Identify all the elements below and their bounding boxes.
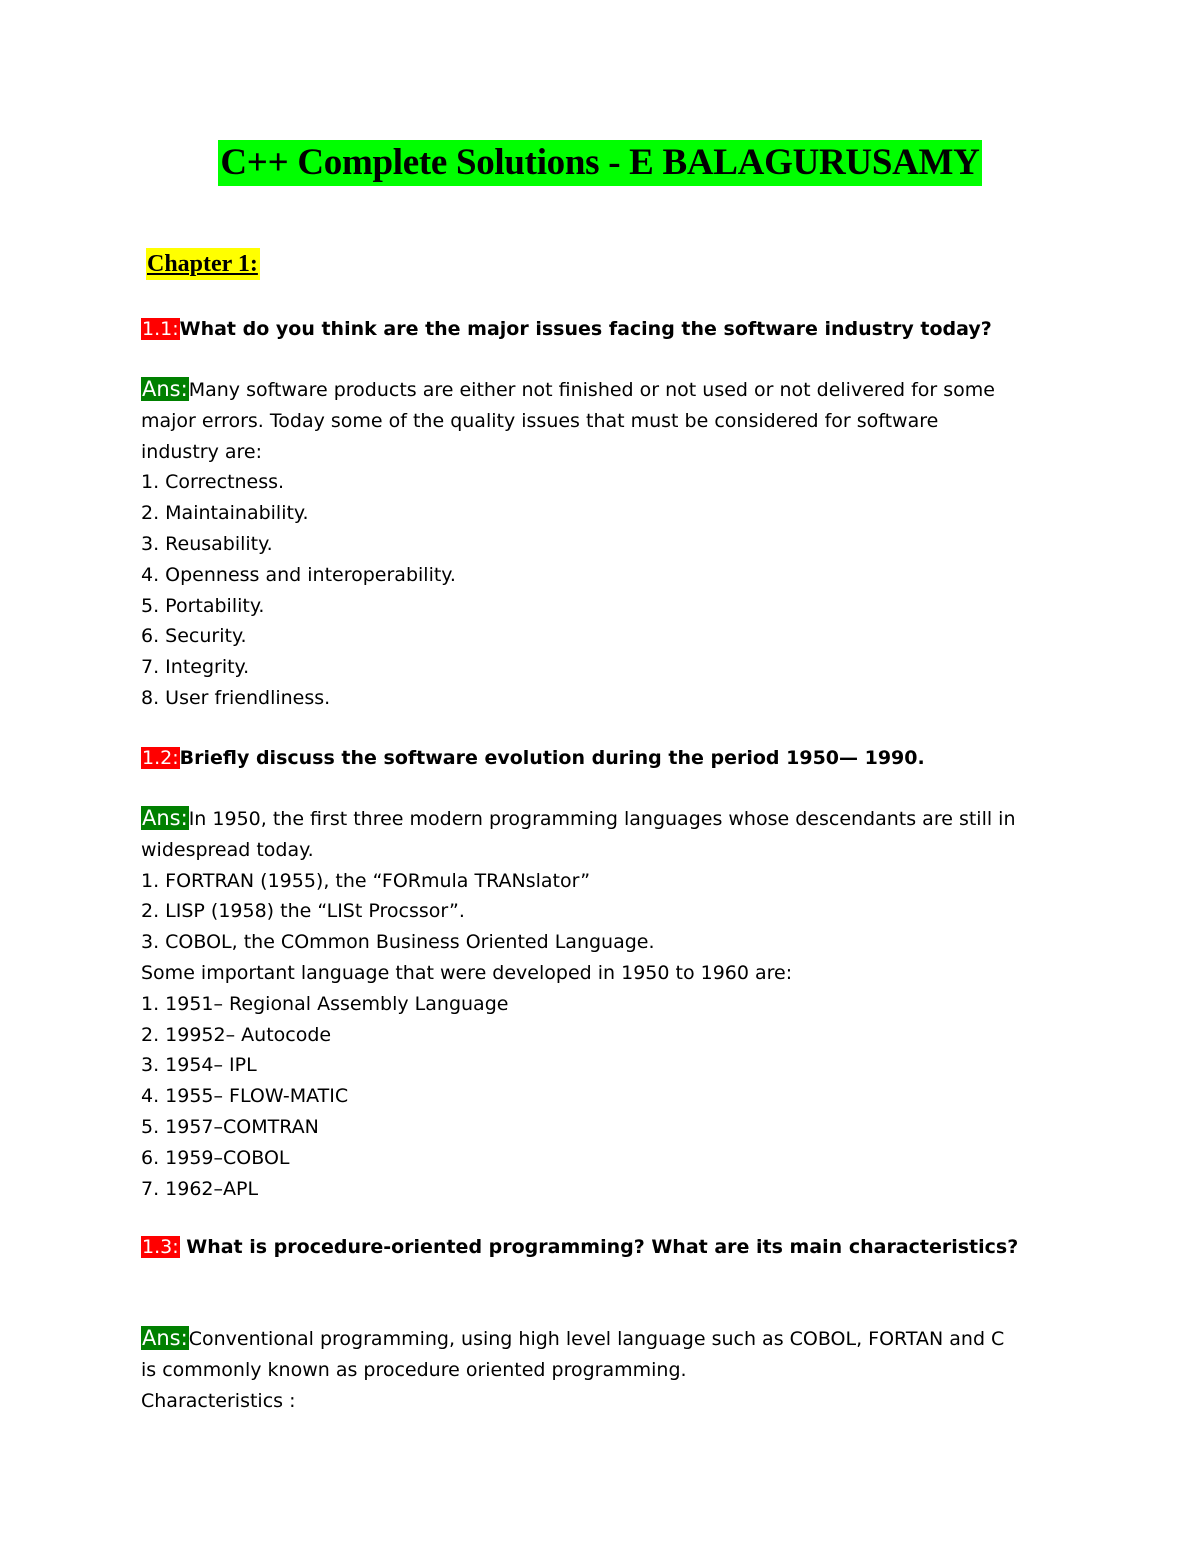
question-line bbox=[141, 745, 1081, 771]
list-item: 7. Integrity. bbox=[141, 656, 250, 679]
answer-line: Some important language that were developed in 1950 to 1960 are: bbox=[141, 961, 793, 984]
answer-1-1 bbox=[141, 374, 1081, 714]
document-title: C++ Complete Solutions - E BALAGURUSAMY bbox=[218, 140, 981, 186]
question-text: What do you think are the major issues facing the software industry today? bbox=[179, 318, 992, 340]
answer-line: widespread today. bbox=[141, 838, 314, 861]
list-item: 2. 19952– Autocode bbox=[141, 1023, 332, 1046]
question-line bbox=[141, 316, 1081, 342]
answer-1-2 bbox=[141, 803, 1081, 1204]
chapter-heading: Chapter 1: bbox=[146, 248, 260, 280]
answer-label: Ans: bbox=[142, 377, 188, 401]
list-item: 8. User friendliness. bbox=[141, 686, 331, 709]
list-item: 3. Reusability. bbox=[141, 532, 273, 555]
question-number: 1.1: bbox=[142, 318, 179, 340]
question-1-2 bbox=[141, 745, 1081, 771]
list-item: 5. 1957–COMTRAN bbox=[141, 1115, 319, 1138]
list-item: 1. 1951– Regional Assembly Language bbox=[141, 992, 509, 1015]
question-number: 1.2: bbox=[142, 747, 179, 769]
list-item: 2. Maintainability. bbox=[141, 502, 309, 525]
list-item: 4. Openness and interoperability. bbox=[141, 563, 456, 586]
question-1-3 bbox=[141, 1234, 1081, 1260]
answer-line: Ans:Conventional programming, using high level language such as COBOL, FORTAN and C bbox=[142, 1326, 1005, 1350]
list-item: 6. 1959–COBOL bbox=[141, 1146, 290, 1169]
list-item: 2. LISP (1958) the “LISt Procssor”. bbox=[141, 900, 465, 923]
list-item: 5. Portability. bbox=[141, 594, 265, 617]
answer-label: Ans: bbox=[142, 1326, 188, 1350]
list-item: 3. COBOL, the COmmon Business Oriented Language. bbox=[141, 931, 655, 954]
question-number: 1.3: bbox=[142, 1236, 179, 1258]
question-text: What is procedure-oriented programming? What are its main characteristics? bbox=[179, 1236, 1019, 1258]
answer-line: is commonly known as procedure oriented programming. bbox=[141, 1358, 687, 1381]
list-item: 3. 1954– IPL bbox=[141, 1054, 257, 1077]
question-line bbox=[141, 1234, 1081, 1260]
question-text: Briefly discuss the software evolution during the period 1950— 1990. bbox=[179, 747, 925, 769]
list-item: 4. 1955– FLOW-MATIC bbox=[141, 1085, 349, 1108]
answer-line: industry are: bbox=[141, 440, 262, 463]
title-container bbox=[0, 140, 1200, 186]
question-1-1 bbox=[141, 316, 1081, 342]
list-item: 6. Security. bbox=[141, 625, 247, 648]
answer-line: Characteristics : bbox=[141, 1389, 296, 1412]
list-item: 1. Correctness. bbox=[141, 471, 285, 494]
list-item: 1. FORTRAN (1955), the “FORmula TRANslator” bbox=[141, 869, 591, 892]
answer-line: Ans:In 1950, the first three modern programming languages whose descendants are still in bbox=[142, 806, 1016, 830]
answer-label: Ans: bbox=[142, 806, 188, 830]
list-item: 7. 1962–APL bbox=[141, 1177, 259, 1200]
answer-line: Ans:Many software products are either not finished or not used or not delivered for some bbox=[142, 377, 995, 401]
answer-line: major errors. Today some of the quality issues that must be considered for software bbox=[141, 409, 939, 432]
answer-1-3 bbox=[141, 1323, 1081, 1416]
